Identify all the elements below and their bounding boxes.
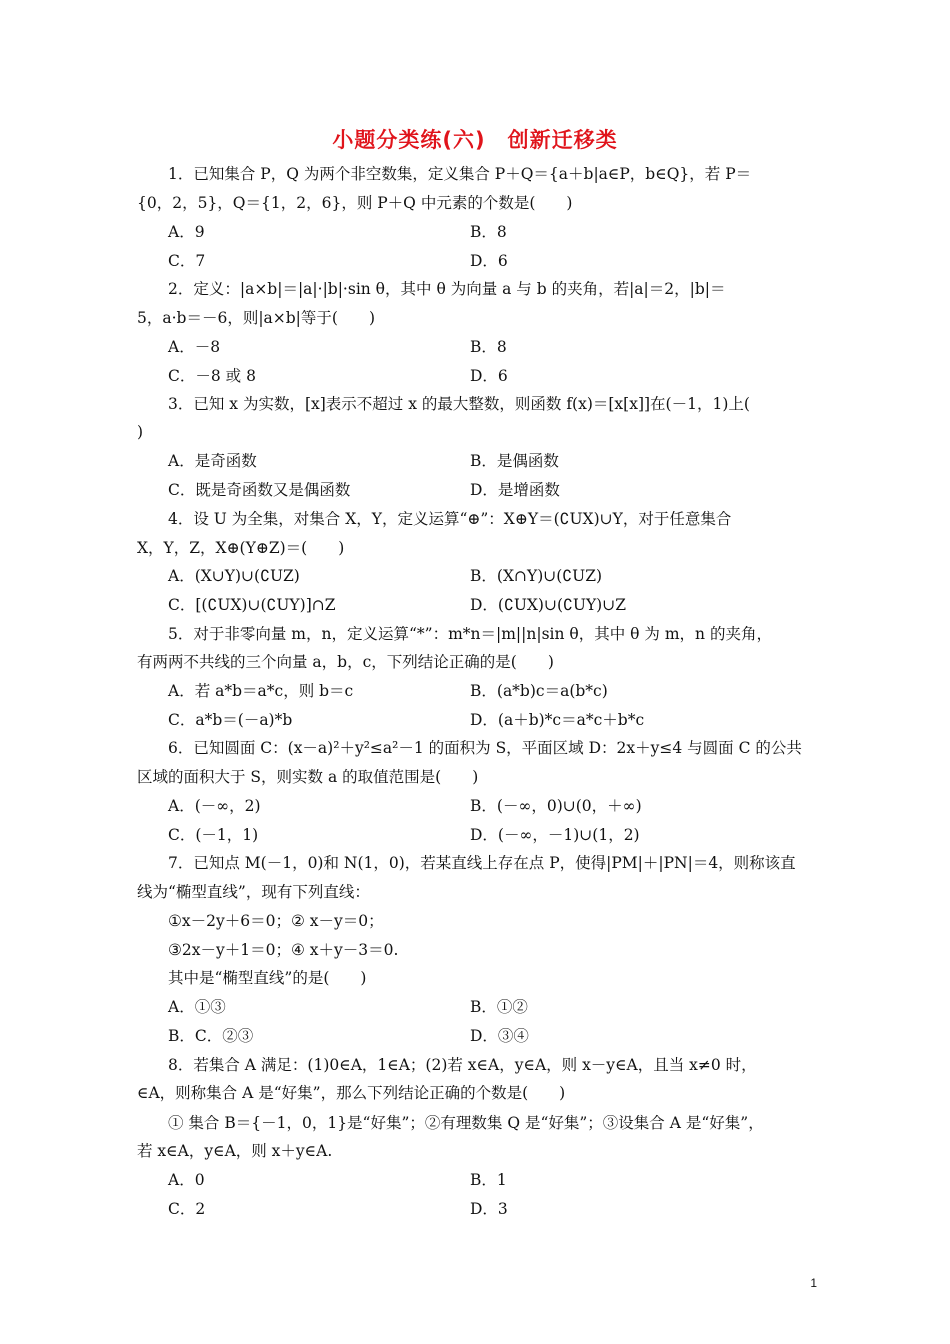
q4-line-1: 4．设 U 为全集，对集合 X，Y，定义运算“⊕”：X⊕Y＝(∁UX)∪Y，对于任意集合 <box>168 510 732 528</box>
q8-option-b: B．1 <box>470 1171 507 1189</box>
q4-line-2: X，Y，Z，X⊕(Y⊕Z)＝( ) <box>137 539 345 557</box>
q1-line-1: 1．已知集合 P，Q 为两个非空数集，定义集合 P＋Q＝{a＋b|a∈P，b∈Q}，若 P＝ <box>168 165 752 183</box>
q7-option-b: B．①② <box>470 998 528 1016</box>
q7-option-a: A．①③ <box>168 998 226 1016</box>
q8-line-2: ∈A，则称集合 A 是“好集”，那么下列结论正确的个数是( ) <box>137 1084 566 1102</box>
q8-line-4: 若 x∈A，y∈A，则 x＋y∈A. <box>137 1142 333 1160</box>
q7-option-d: D．③④ <box>470 1027 529 1045</box>
q7-line-3: ①x－2y＋6＝0；② x－y＝0； <box>168 912 384 930</box>
q6-option-a: A．(－∞，2) <box>168 797 261 815</box>
page-title: 小题分类练(六) 创新迁移类 <box>332 128 618 152</box>
q2-line-2: 5，a·b＝－6，则|a×b|等于( ) <box>137 309 376 327</box>
q4-option-a: A．(X∪Y)∪(∁UZ) <box>168 567 300 585</box>
q7-line-5: 其中是“椭型直线”的是( ) <box>168 969 367 987</box>
q3-option-c: C．既是奇函数又是偶函数 <box>168 481 351 499</box>
q1-option-d: D．6 <box>470 252 508 270</box>
q6-option-b: B．(－∞，0)∪(0，＋∞) <box>470 797 642 815</box>
q3-line-1: 3．已知 x 为实数，[x]表示不超过 x 的最大整数，则函数 f(x)＝[x[x]]在(－1，1)上( <box>168 395 750 413</box>
q1-option-a: A．9 <box>168 223 205 241</box>
q6-option-d: D．(－∞，－1)∪(1，2) <box>470 826 640 844</box>
q7-line-2: 线为“椭型直线”，现有下列直线： <box>137 883 370 901</box>
q5-line-2: 有两两不共线的三个向量 a，b，c，下列结论正确的是( ) <box>137 653 554 671</box>
page-number: 1 <box>810 1276 817 1290</box>
q6-line-1: 6．已知圆面 C：(x－a)²＋y²≤a²－1 的面积为 S，平面区域 D：2x＋y≤4 与圆面 C 的公共 <box>168 739 802 757</box>
q5-option-b: B．(a*b)c＝a(b*c) <box>470 682 608 700</box>
q5-option-a: A．若 a*b＝a*c，则 b＝c <box>168 682 354 700</box>
q8-line-3: ① 集合 B＝{－1，0，1}是“好集”；②有理数集 Q 是“好集”；③设集合 A 是“好集”， <box>168 1114 764 1132</box>
q8-option-a: A．0 <box>168 1171 205 1189</box>
q3-option-d: D．是增函数 <box>470 481 560 499</box>
q2-option-b: B．8 <box>470 338 507 356</box>
q3-option-b: B．是偶函数 <box>470 452 559 470</box>
q2-option-d: D．6 <box>470 367 508 385</box>
q2-line-1: 2．定义：|a×b|＝|a|·|b|·sin θ，其中 θ 为向量 a 与 b 的夹角，若|a|＝2，|b|＝ <box>168 280 726 298</box>
q2-option-c: C．－8 或 8 <box>168 367 256 385</box>
q4-option-c: C．[(∁UX)∪(∁UY)]∩Z <box>168 596 336 614</box>
q7-line-1: 7．已知点 M(－1，0)和 N(1，0)，若某直线上存在点 P，使得|PM|＋|PN|＝4，则称该直 <box>168 854 796 872</box>
q4-option-b: B．(X∩Y)∪(∁UZ) <box>470 567 603 585</box>
q7-line-4: ③2x－y＋1＝0；④ x＋y－3＝0. <box>168 941 399 959</box>
q1-option-c: C．7 <box>168 252 206 270</box>
q1-option-b: B．8 <box>470 223 507 241</box>
q8-option-d: D．3 <box>470 1200 508 1218</box>
q3-option-a: A．是奇函数 <box>168 452 257 470</box>
q8-line-1: 8．若集合 A 满足：(1)0∈A，1∈A；(2)若 x∈A，y∈A，则 x－y∈A，且当 x≠0 时， <box>168 1056 757 1074</box>
q5-line-1: 5．对于非零向量 m，n，定义运算“*”：m*n＝|m||n|sin θ，其中 θ 为 m，n 的夹角， <box>168 625 772 643</box>
q7-option-c: B．C．②③ <box>168 1027 254 1045</box>
q5-option-c: C．a*b＝(－a)*b <box>168 711 293 729</box>
q8-option-c: C．2 <box>168 1200 206 1218</box>
q2-option-a: A．－8 <box>168 338 221 356</box>
q1-line-2: {0，2，5}，Q＝{1，2，6}，则 P＋Q 中元素的个数是( ) <box>137 194 573 212</box>
q6-line-2: 区域的面积大于 S，则实数 a 的取值范围是( ) <box>137 768 479 786</box>
q3-line-2: ) <box>137 423 144 441</box>
q4-option-d: D．(∁UX)∪(∁UY)∪Z <box>470 596 626 614</box>
q5-option-d: D．(a＋b)*c＝a*c＋b*c <box>470 711 645 729</box>
q6-option-c: C．(－1，1) <box>168 826 259 844</box>
